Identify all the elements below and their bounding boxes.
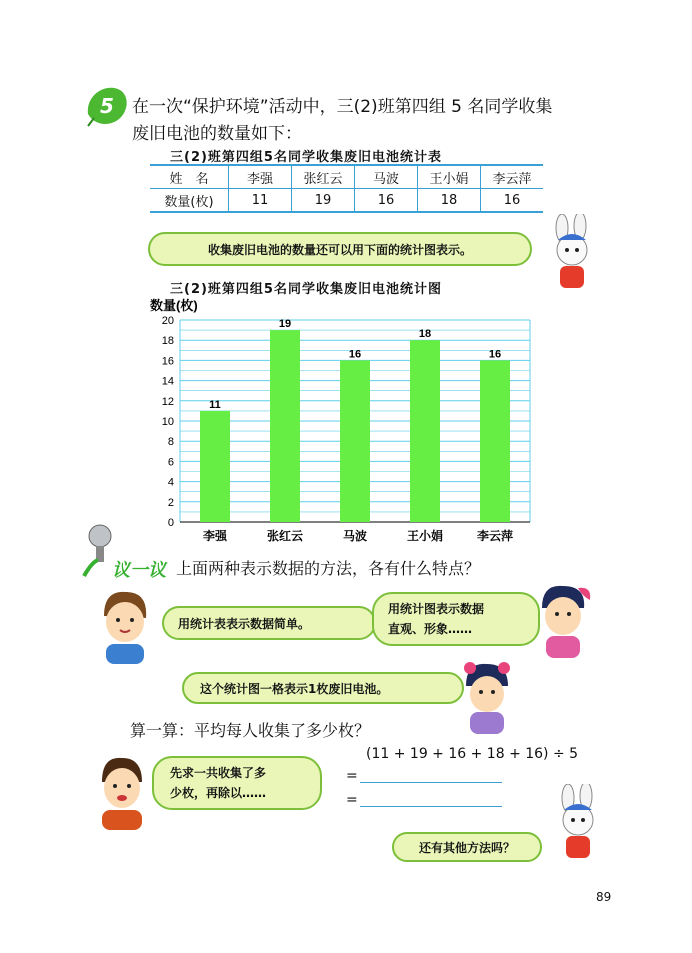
problem-number: 5 bbox=[100, 94, 114, 118]
y-tick-label: 20 bbox=[161, 315, 174, 327]
table-row bbox=[150, 165, 543, 189]
table-header-name: 姓 名 bbox=[150, 165, 229, 189]
bar bbox=[480, 360, 510, 522]
girl2-speech-bubble: 这个统计图一格表示1枚废旧电池。 bbox=[182, 672, 464, 704]
table-cell: 16 bbox=[481, 189, 544, 213]
rabbit-icon bbox=[540, 214, 606, 294]
problem-text-line-1: 在一次“保护环境”活动中，三(2)班第四组 5 名同学收集 bbox=[132, 97, 553, 117]
boy-avatar bbox=[94, 586, 156, 666]
y-axis-label: 数量(枚) bbox=[150, 298, 198, 313]
table-title: 三(2)班第四组5名同学收集废旧电池统计表 bbox=[170, 150, 442, 165]
y-tick-label: 6 bbox=[167, 456, 174, 469]
calc-expression: (11 + 19 + 16 + 18 + 16) ÷ 5 bbox=[366, 746, 579, 762]
problem-text bbox=[132, 94, 632, 148]
girl-avatar bbox=[530, 578, 596, 660]
table-cell: 19 bbox=[292, 189, 355, 213]
table-cell: 李强 bbox=[229, 165, 292, 189]
data-label: 16 bbox=[488, 348, 502, 361]
y-tick-label: 0 bbox=[167, 517, 174, 529]
rabbit2-icon bbox=[546, 784, 612, 864]
answer-equals-2: = bbox=[346, 792, 358, 808]
girl-bubble-line-1: 用统计图表示数据 bbox=[388, 602, 485, 616]
data-label: 19 bbox=[278, 318, 292, 331]
x-tick-label: 李强 bbox=[202, 529, 228, 543]
bar bbox=[410, 340, 440, 522]
girl-bubble-line-2: 直观、形象…… bbox=[388, 622, 473, 636]
y-tick-label: 4 bbox=[167, 476, 174, 489]
boy2-speech-bubble bbox=[152, 756, 322, 810]
x-tick-label: 李云萍 bbox=[476, 529, 514, 543]
bar bbox=[200, 411, 230, 522]
rabbit2-speech-bubble: 还有其他方法吗？ bbox=[392, 832, 542, 862]
bar bbox=[270, 330, 300, 522]
table-cell: 马波 bbox=[355, 165, 418, 189]
statistics-table bbox=[150, 164, 543, 213]
y-tick-label: 10 bbox=[161, 416, 174, 428]
boy2-bubble-line-2: 少枚，再除以…… bbox=[170, 786, 267, 800]
y-tick-label: 14 bbox=[161, 375, 174, 388]
girl-speech-bubble bbox=[372, 592, 540, 646]
y-tick-label: 8 bbox=[167, 436, 174, 449]
discuss-question: 上面两种表示数据的方法，各有什么特点？ bbox=[176, 559, 481, 578]
page-number: 89 bbox=[596, 890, 612, 904]
bar bbox=[340, 360, 370, 522]
boy-speech-bubble: 用统计表表示数据简单。 bbox=[162, 606, 376, 640]
calc-label: 算一算：平均每人收集了多少枚？ bbox=[130, 721, 371, 740]
y-tick-label: 16 bbox=[161, 355, 174, 368]
table-cell: 11 bbox=[229, 189, 292, 213]
data-label: 16 bbox=[348, 348, 362, 361]
table-cell: 李云萍 bbox=[481, 165, 544, 189]
answer-equals-1: = bbox=[346, 768, 358, 784]
y-tick-label: 18 bbox=[161, 335, 174, 348]
discuss-label: 议一议 bbox=[112, 560, 166, 581]
table-cell: 16 bbox=[355, 189, 418, 213]
problem-number-leaf bbox=[84, 84, 130, 128]
table-cell: 张红云 bbox=[292, 165, 355, 189]
boy2-bubble-line-1: 先求一共收集了多 bbox=[170, 766, 267, 780]
table-cell: 18 bbox=[418, 189, 481, 213]
x-tick-label: 王小娟 bbox=[406, 529, 444, 543]
x-tick-label: 张红云 bbox=[266, 529, 304, 543]
table-row bbox=[150, 189, 543, 213]
girl2-avatar bbox=[456, 656, 518, 736]
answer-blank-1[interactable] bbox=[360, 782, 502, 783]
data-label: 11 bbox=[209, 398, 221, 411]
problem-text-line-2: 废旧电池的数量如下： bbox=[132, 124, 302, 144]
x-tick-label: 马波 bbox=[342, 529, 368, 543]
rabbit-speech-bubble: 收集废旧电池的数量还可以用下面的统计图表示。 bbox=[148, 232, 532, 266]
bar-chart bbox=[140, 296, 560, 550]
table-header-quantity: 数量(枚) bbox=[150, 189, 229, 213]
table-cell: 王小娟 bbox=[418, 165, 481, 189]
y-tick-label: 2 bbox=[167, 496, 174, 509]
y-tick-label: 12 bbox=[161, 395, 174, 408]
chart-title: 三(2)班第四组5名同学收集废旧电池统计图 bbox=[170, 282, 442, 297]
data-label: 18 bbox=[418, 328, 432, 341]
boy2-avatar bbox=[92, 752, 152, 832]
answer-blank-2[interactable] bbox=[360, 806, 502, 807]
